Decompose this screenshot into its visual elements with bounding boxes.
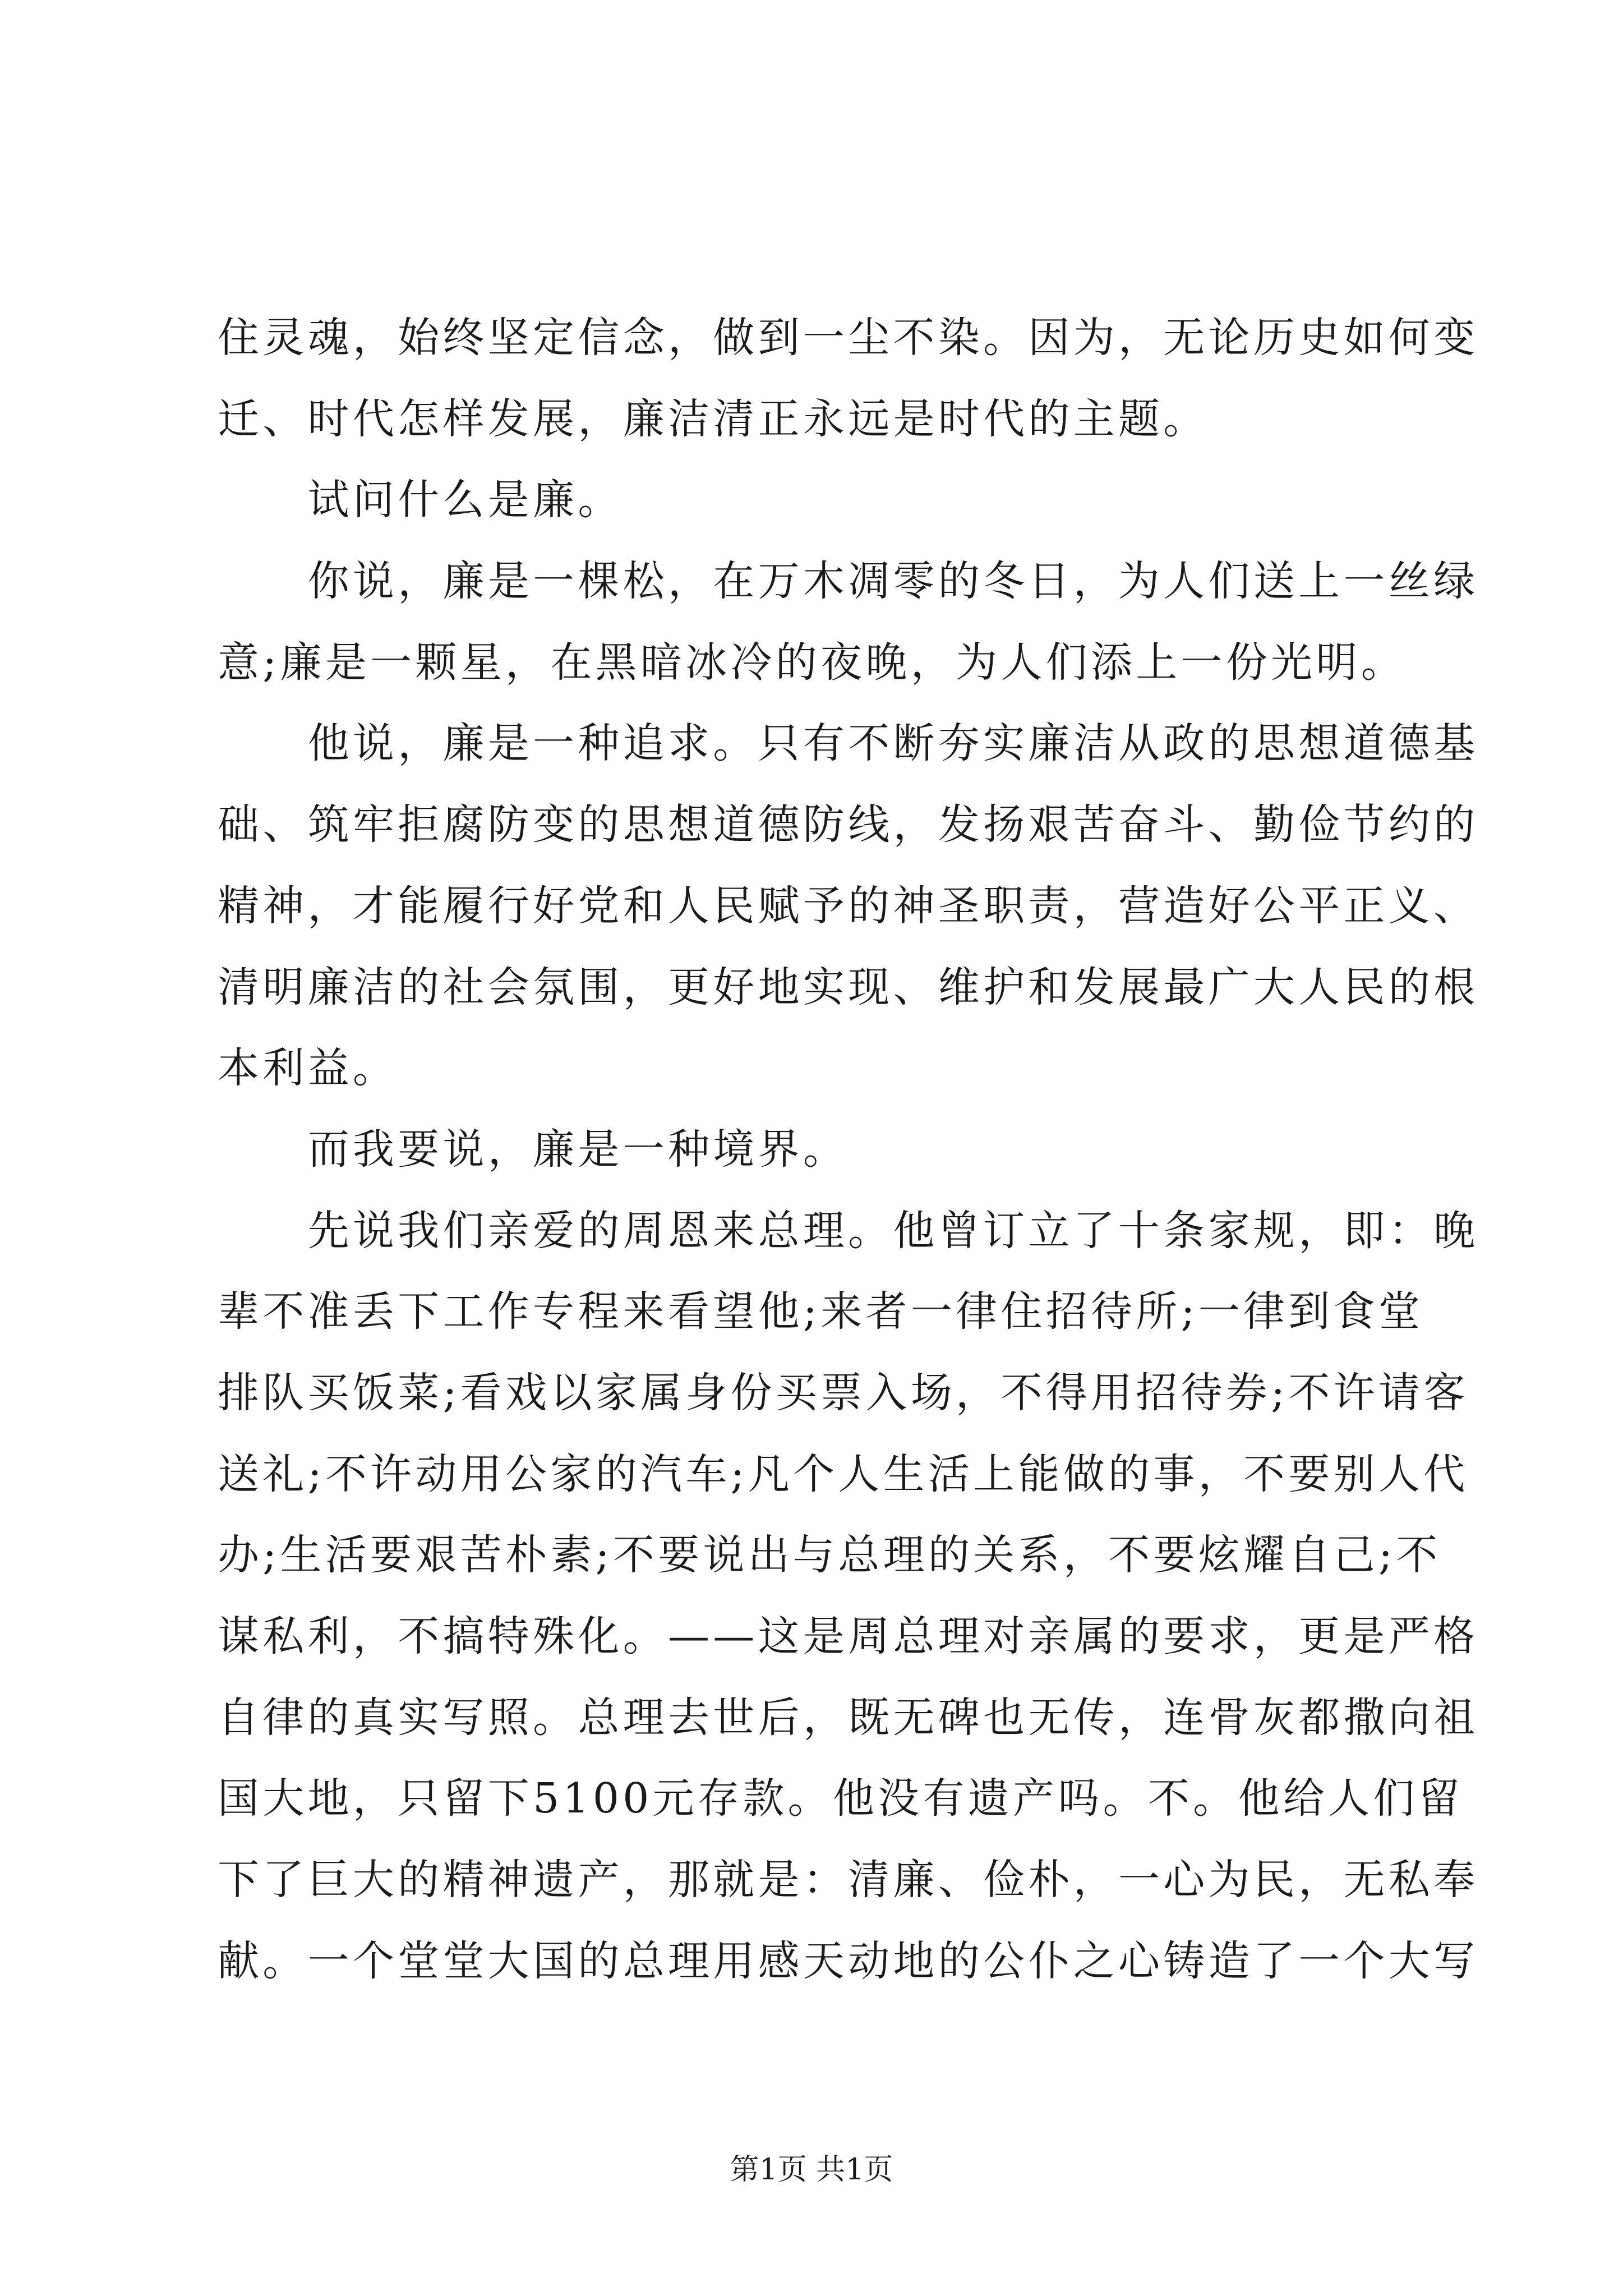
text-line: 他说，廉是一种追求。只有不断夯实廉洁从政的思想道德基 [218,719,1479,768]
text-line: 础、筑牢拒腐防变的思想道德防线，发扬艰苦奋斗、勤俭节约的 [218,800,1479,849]
text-line: 意;廉是一颗星，在黑暗冰冷的夜晚，为人们添上一份光明。 [218,638,1407,687]
text-line: 清明廉洁的社会氛围，更好地实现、维护和发展最广大人民的根 [218,963,1479,1011]
text-line: 辈不准丢下工作专程来看望他;来者一律住招待所;一律到食堂 [218,1287,1424,1336]
text-line: 试问什么是廉。 [218,476,623,524]
page-number-footer: 第1页 共1页 [730,2153,893,2187]
text-line: 谋私利，不搞特殊化。——这是周总理对亲属的要求，更是严格 [218,1612,1479,1660]
text-line: 迁、时代怎样发展，廉洁清正永远是时代的主题。 [218,394,1209,443]
text-line: 精神，才能履行好党和人民赋予的神圣职责，营造好公平正义、 [218,881,1479,930]
text-line: 国大地，只留下5100元存款。他没有遗产吗。不。他给人们留 [218,1774,1464,1823]
text-line: 先说我们亲爱的周恩来总理。他曾订立了十条家规，即：晚 [218,1206,1479,1255]
text-line: 献。一个堂堂大国的总理用感天动地的公仆之心铸造了一个大写 [218,1936,1479,1985]
text-line: 下了巨大的精神遗产，那就是：清廉、俭朴，一心为民，无私奉 [218,1856,1479,1904]
text-line: 本利益。 [218,1044,398,1093]
text-line: 你说，廉是一棵松，在万木凋零的冬日，为人们送上一丝绿 [218,557,1479,606]
text-line: 办;生活要艰苦朴素;不要说出与总理的关系，不要炫耀自己;不 [218,1531,1441,1580]
text-line: 住灵魂，始终坚定信念，做到一尘不染。因为，无论历史如何变 [218,314,1479,362]
text-line: 而我要说，廉是一种境界。 [218,1125,849,1174]
text-line: 排队买饭菜;看戏以家属身份买票入场，不得用招待券;不许请客 [218,1368,1469,1417]
text-line: 送礼;不许动用公家的汽车;凡个人生活上能做的事，不要别人代 [218,1450,1469,1498]
text-line: 自律的真实写照。总理去世后，既无碑也无传，连骨灰都撒向祖 [218,1693,1479,1742]
body-text [218,297,1479,2001]
